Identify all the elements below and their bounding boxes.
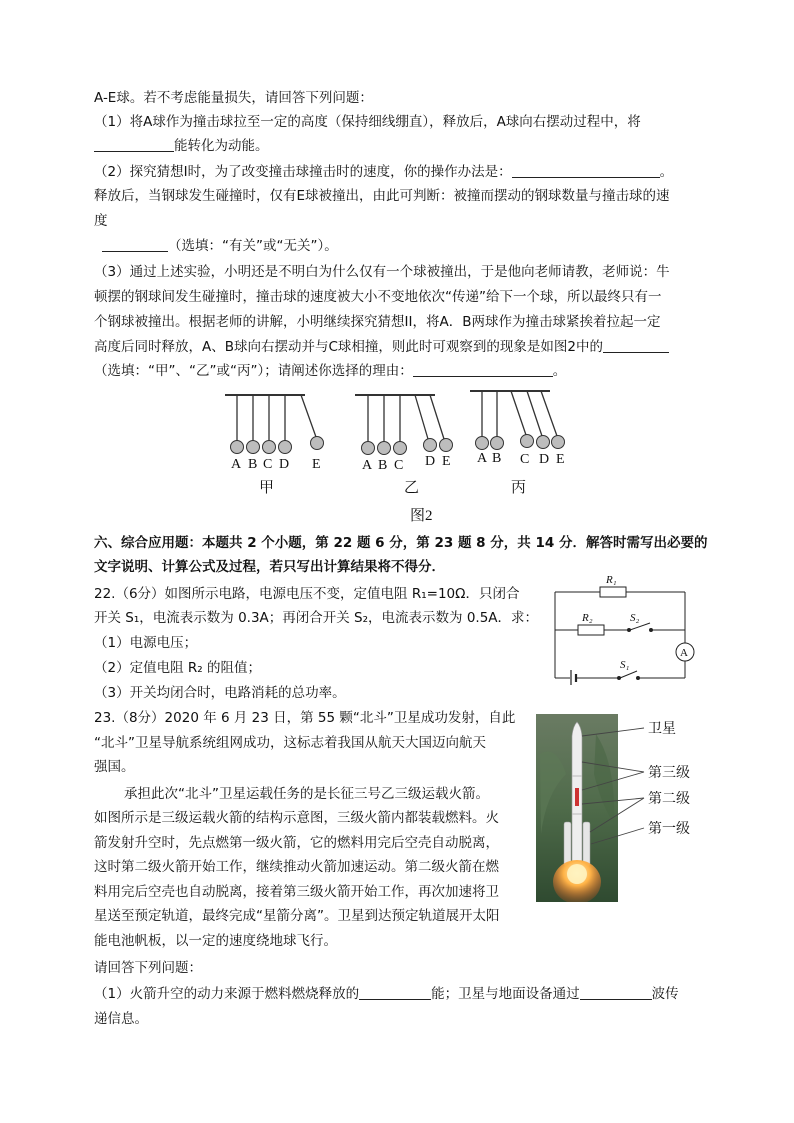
q23-question1-line2: 递信息。	[94, 1011, 148, 1027]
label-s2: S₂	[630, 612, 640, 624]
ball-label: B	[492, 451, 502, 466]
q23-line1: 23.（8分）2020 年 6 月 23 日，第 55 颗“北斗”卫星成功发射，自此	[94, 710, 516, 726]
ammeter-label: A	[680, 647, 688, 659]
ball-label: A	[477, 451, 488, 466]
figure-caption: 图2	[410, 508, 433, 524]
q22-item1: （1）电源电压；	[94, 635, 198, 651]
q23-line6: 箭发射升空时，先点燃第一级火箭，它的燃料用完后空壳自动脱离，	[94, 835, 499, 851]
q-part3-line3: 个钢球被撞出。根据老师的讲解，小明继续探究猜想II，将A．B两球作为撞击球紧挨着拉起一定	[94, 314, 661, 330]
q-part1-line2: 能转化为动能。	[94, 136, 269, 156]
ball-label: A	[231, 457, 242, 472]
ball-label: A	[362, 458, 373, 473]
ball-label: E	[442, 454, 451, 469]
ball-label: B	[378, 458, 388, 473]
q-part2-line1: （2）探究猜想Ⅰ时，为了改变撞击球撞击时的速度，你的操作办法是： 。	[94, 164, 674, 180]
label-stage2: 第二级	[648, 792, 690, 807]
q22-line1: 22.（6分）如图所示电路，电源电压不变，定值电阻 R₁=10Ω．只闭合	[94, 586, 520, 602]
newtons-cradle-figure	[0, 0, 794, 530]
q22-item3: （3）开关均闭合时，电路消耗的总功率。	[94, 685, 346, 701]
ball-label: C	[263, 457, 273, 472]
q23-line3: 强国。	[94, 759, 135, 775]
panel-name: 丙	[511, 480, 527, 496]
panel-name: 乙	[404, 480, 420, 496]
section-heading-line2: 文字说明、计算公式及过程，若只写出计算结果将不得分．	[94, 559, 445, 575]
q-part3-line2: 顿摆的钢球间发生碰撞时，撞击球的速度被大小不变地依次“传递”给下一个球，所以最终只有一	[94, 289, 662, 305]
q-part2-line4: （选填：“有关”或“无关”）。	[94, 236, 338, 256]
label-r1: R₁	[606, 574, 617, 586]
rocket-photo	[536, 714, 718, 902]
ball-label: C	[394, 458, 404, 473]
q23-line9: 星送至预定轨道，最终完成“星箭分离”。卫星到达预定轨道展开太阳	[94, 908, 500, 924]
q23-line4: 承担此次“北斗”卫星运载任务的是长征三号乙三级运载火箭。	[124, 786, 489, 802]
q22-item2: （2）定值电阻 R₂ 的阻值；	[94, 660, 261, 676]
section-heading-line1: 六、综合应用题：本题共 2 个小题，第 22 题 6 分，第 23 题 8 分，共 14 分．解答时需写出必要的	[94, 535, 708, 551]
label-stage1: 第一级	[648, 822, 690, 837]
answer-blank[interactable]	[580, 985, 652, 1000]
q23-line2: “北斗”卫星导航系统组网成功，这标志着我国从航天大国迈向航天	[94, 735, 486, 751]
ball-label: D	[279, 457, 290, 472]
ball-label: D	[425, 454, 436, 469]
ball-label: C	[520, 452, 530, 467]
q22-line2: 开关 S₁，电流表示数为 0.3A；再闭合开关 S₂，电流表示数为 0.5A．求：	[94, 610, 539, 626]
q-part2-line2: 释放后，当钢球发生碰撞时，仅有E球被撞出，由此可判断：被撞而摆动的钢球数量与撞击球的速	[94, 188, 670, 204]
circuit-diagram	[540, 570, 700, 685]
q-part3-line5: （选填：“甲”、“乙”或“丙”）；请阐述你选择的理由： 。	[94, 363, 567, 379]
q23-question1-line1: （1）火箭升空的动力来源于燃料燃烧释放的 能；卫星与地面设备通过 波传	[94, 986, 679, 1002]
label-stage3: 第三级	[648, 766, 690, 781]
ball-label: E	[556, 452, 565, 467]
ball-label: E	[312, 457, 321, 472]
label-r2: R₂	[582, 612, 593, 624]
q-part3-line4: 高度后同时释放，A、B球向右摆动并与C球相撞，则此时可观察到的现象是如图2中的	[94, 337, 669, 357]
q23-line8: 料用完后空壳也自动脱离，接着第三级火箭开始工作，再次加速将卫	[94, 884, 499, 900]
q-part3-line1: （3）通过上述实验，小明还是不明白为什么仅有一个球被撞出，于是他向老师请教，老师说：牛	[94, 264, 670, 280]
q-part1-line1: （1）将A球作为撞击球拉至一定的高度（保持细线绷直），释放后，A球向右摆动过程中，将	[94, 114, 641, 130]
q23-line10: 能电池帆板，以一定的速度绕地球飞行。	[94, 933, 337, 949]
q-part2-line3: 度	[94, 213, 108, 229]
q23-line7: 这时第二级火箭开始工作，继续推动火箭加速运动。第二级火箭在燃	[94, 859, 499, 875]
intro-line: A-E球。若不考虑能量损失，请回答下列问题：	[94, 90, 373, 106]
answer-blank[interactable]	[359, 985, 431, 1000]
ball-label: D	[539, 452, 550, 467]
q23-line11: 请回答下列问题：	[94, 960, 202, 976]
label-satellite: 卫星	[648, 722, 676, 737]
label-s1: S₁	[620, 659, 630, 671]
ball-label: B	[248, 457, 258, 472]
panel-name: 甲	[259, 480, 275, 496]
q23-line5: 如图所示是三级运载火箭的结构示意图，三级火箭内都装载燃料。火	[94, 810, 499, 826]
